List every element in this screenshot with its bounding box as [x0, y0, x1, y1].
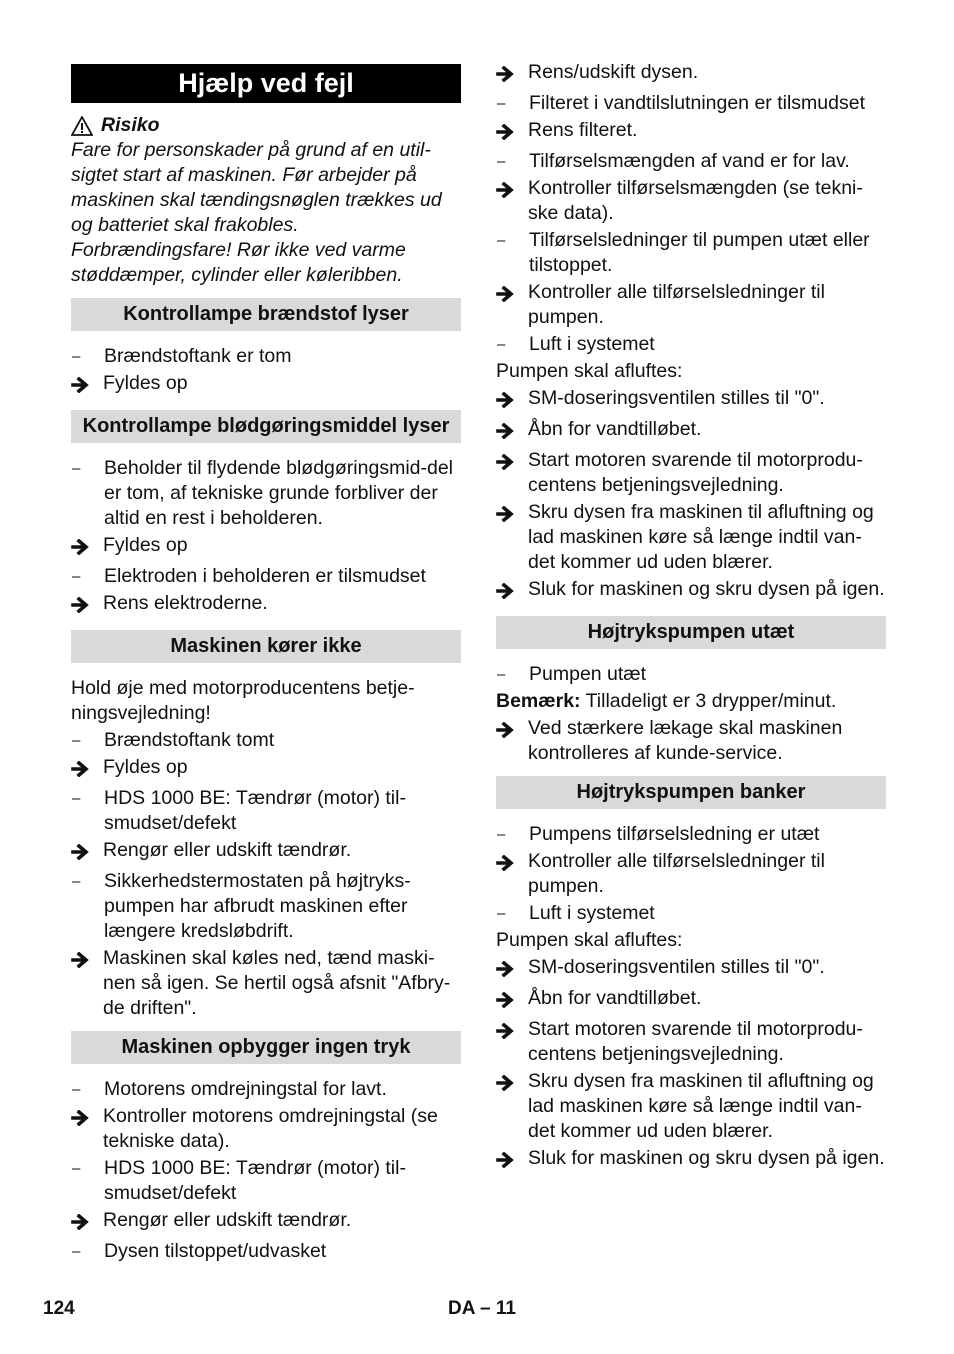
warning-line: Fare for personskader på grund af en util- — [71, 139, 431, 161]
warning-block — [71, 113, 461, 288]
action-item — [496, 176, 886, 226]
item-text: Åbn for vandtilløbet. — [528, 418, 702, 440]
item-text: Start motoren svarende til motorprodu-centens betjeningsvejledning. — [528, 1018, 863, 1065]
item-text: Rengør eller udskift tændrør. — [103, 1209, 352, 1231]
dash-bullet-icon: – — [497, 666, 506, 683]
item-text: HDS 1000 BE: Tændrør (motor) til-smudset/defekt — [104, 787, 406, 834]
arrow-right-icon — [496, 577, 528, 606]
item-text: Kontroller tilførselsmængden (se tekni-ske data). — [528, 177, 863, 224]
item-text: Tilførselsledninger til pumpen utæt eller tilstoppet. — [529, 229, 870, 276]
warning-line: sigtet start af maskinen. Før arbejder på — [71, 164, 417, 186]
arrow-right-icon — [496, 1017, 528, 1067]
action-item — [71, 591, 461, 620]
arrow-right-icon — [496, 417, 528, 446]
action-item — [496, 716, 886, 766]
action-item — [496, 1146, 886, 1175]
cause-item — [496, 662, 886, 687]
arrow-right-icon — [496, 500, 528, 575]
arrow-right-icon — [71, 1104, 103, 1154]
dash-bullet-icon: – — [72, 873, 81, 890]
warning-heading — [71, 113, 461, 138]
item-text: Pumpens tilførselsledning er utæt — [529, 823, 820, 845]
item-text: Rengør eller udskift tændrør. — [103, 839, 352, 861]
item-text: Åbn for vandtilløbet. — [528, 987, 702, 1009]
section-heading: Højtrykspumpen banker — [496, 776, 886, 809]
item-text: Fyldes op — [103, 534, 188, 556]
item-text: Rens filteret. — [528, 119, 638, 141]
action-item — [496, 1069, 886, 1144]
dash-bullet-icon: – — [72, 460, 81, 477]
cause-item — [496, 332, 886, 357]
section-heading: Kontrollampe blødgøringsmiddel lyser — [71, 410, 461, 443]
cause-item — [71, 564, 461, 589]
cause-item — [71, 786, 461, 836]
cause-item — [71, 869, 461, 944]
arrow-right-icon — [496, 176, 528, 226]
item-text: Skru dysen fra maskinen til afluftning og lad maskinen køre så længe indtil van-det kommer ud uden blærer. — [528, 501, 874, 573]
warning-line: Forbrændingsfare! Rør ikke ved varme — [71, 239, 406, 261]
section-heading: Maskinen opbygger ingen tryk — [71, 1031, 461, 1064]
item-text: Luft i systemet — [529, 902, 655, 924]
arrow-right-icon — [496, 386, 528, 415]
action-item — [496, 118, 886, 147]
item-text: Skru dysen fra maskinen til afluftning og lad maskinen køre så længe indtil van-det kommer ud uden blærer. — [528, 1070, 874, 1142]
dash-bullet-icon: – — [72, 790, 81, 807]
action-item — [71, 1104, 461, 1154]
action-item — [71, 755, 461, 784]
item-text: Fyldes op — [103, 756, 188, 778]
arrow-right-icon — [496, 1146, 528, 1175]
paragraph: Pumpen skal afluftes: — [496, 929, 683, 951]
action-item — [496, 448, 886, 498]
action-item — [496, 849, 886, 899]
arrow-right-icon — [496, 118, 528, 147]
dash-bullet-icon: – — [497, 95, 506, 112]
arrow-right-icon — [71, 755, 103, 784]
right-column — [496, 60, 886, 1177]
arrow-right-icon — [496, 280, 528, 330]
arrow-right-icon — [496, 955, 528, 984]
action-item — [496, 986, 886, 1015]
item-text: Filteret i vandtilslutningen er tilsmudset — [529, 92, 865, 114]
item-text: Dysen tilstoppet/udvasket — [104, 1240, 327, 1262]
note-text: Tilladeligt er 3 drypper/minut. — [580, 690, 837, 712]
arrow-right-icon — [496, 60, 528, 89]
dash-bullet-icon: – — [497, 153, 506, 170]
item-text: Brændstoftank tomt — [104, 729, 275, 751]
dash-bullet-icon: – — [72, 1243, 81, 1260]
item-text: Sluk for maskinen og skru dysen på igen. — [528, 1147, 885, 1169]
warning-triangle-icon — [71, 116, 93, 136]
arrow-right-icon — [496, 849, 528, 899]
action-item — [71, 838, 461, 867]
action-item — [496, 417, 886, 446]
warning-heading-label: Risiko — [101, 114, 160, 136]
action-item — [496, 386, 886, 415]
cause-item — [71, 456, 461, 531]
arrow-right-icon — [496, 1069, 528, 1144]
language-page-label: DA – 11 — [448, 1298, 516, 1319]
warning-line: maskinen skal tændingsnøglen trækkes ud — [71, 189, 442, 211]
arrow-right-icon — [496, 716, 528, 766]
cause-item — [496, 901, 886, 926]
action-item — [496, 500, 886, 575]
section-heading: Maskinen kører ikke — [71, 630, 461, 663]
dash-bullet-icon: – — [72, 732, 81, 749]
item-text: Brændstoftank er tom — [104, 345, 292, 367]
cause-item — [496, 149, 886, 174]
action-item — [71, 1208, 461, 1237]
dash-bullet-icon: – — [497, 905, 506, 922]
item-text: Beholder til flydende blødgøringsmid-del er tom, af tekniske grunde forbliver der altid en rest i beholderen. — [104, 457, 454, 529]
item-text: Tilførselsmængden af vand er for lav. — [529, 150, 850, 172]
item-text: Kontroller motorens omdrejningstal (se tekniske data). — [103, 1105, 438, 1152]
action-item — [496, 1017, 886, 1067]
cause-item — [496, 91, 886, 116]
right-intro-list — [496, 60, 886, 606]
action-item — [496, 280, 886, 330]
item-text: Sikkerhedstermostaten på højtryks-pumpen har afbrudt maskinen efter længere kredsløbdrift. — [104, 870, 411, 942]
item-text: Rens/udskift dysen. — [528, 61, 699, 83]
item-text: SM-doseringsventilen stilles til "0". — [528, 956, 825, 978]
action-item — [71, 371, 461, 400]
dash-bullet-icon: – — [72, 1160, 81, 1177]
cause-item — [496, 822, 886, 847]
arrow-right-icon — [71, 591, 103, 620]
dash-bullet-icon: – — [497, 336, 506, 353]
page-title: Hjælp ved fejl — [71, 64, 461, 103]
item-text: Fyldes op — [103, 372, 188, 394]
item-text: SM-doseringsventilen stilles til "0". — [528, 387, 825, 409]
note-label: Bemærk: — [496, 690, 581, 712]
cause-item — [71, 1156, 461, 1206]
arrow-right-icon — [71, 838, 103, 867]
item-text: Elektroden i beholderen er tilsmudset — [104, 565, 426, 587]
dash-bullet-icon: – — [497, 232, 506, 249]
item-text: Start motoren svarende til motorprodu-centens betjeningsvejledning. — [528, 449, 863, 496]
cause-item — [71, 1239, 461, 1264]
cause-item — [71, 344, 461, 369]
item-text: HDS 1000 BE: Tændrør (motor) til-smudset/defekt — [104, 1157, 406, 1204]
arrow-right-icon — [71, 946, 103, 1021]
cause-item — [71, 728, 461, 753]
paragraph: Hold øje med motorproducentens betje-ningsvejledning! — [71, 677, 415, 724]
page-number: 124 — [43, 1298, 75, 1319]
section-heading: Kontrollampe brændstof lyser — [71, 298, 461, 331]
dash-bullet-icon: – — [72, 348, 81, 365]
action-item — [496, 60, 886, 89]
dash-bullet-icon: – — [72, 1081, 81, 1098]
item-text: Kontroller alle tilførselsledninger til pumpen. — [528, 850, 825, 897]
item-text: Pumpen utæt — [529, 663, 647, 685]
right-sections — [496, 616, 886, 1175]
item-text: Rens elektroderne. — [103, 592, 268, 614]
arrow-right-icon — [71, 371, 103, 400]
arrow-right-icon — [71, 1208, 103, 1237]
dash-bullet-icon: – — [497, 826, 506, 843]
item-text: Maskinen skal køles ned, tænd maski-nen så igen. Se hertil også afsnit "Afbry-de driften". — [103, 947, 451, 1019]
arrow-right-icon — [496, 448, 528, 498]
arrow-right-icon — [496, 986, 528, 1015]
warning-line: støddæmper, cylinder eller køleribben. — [71, 264, 403, 286]
paragraph: Pumpen skal afluftes: — [496, 360, 683, 382]
item-text: Sluk for maskinen og skru dysen på igen. — [528, 578, 885, 600]
action-item — [71, 533, 461, 562]
item-text: Motorens omdrejningstal for lavt. — [104, 1078, 387, 1100]
action-item — [496, 577, 886, 606]
cause-item — [496, 228, 886, 278]
left-sections — [71, 298, 461, 1264]
cause-item — [71, 1077, 461, 1102]
arrow-right-icon — [71, 533, 103, 562]
left-column — [71, 60, 461, 1266]
item-text: Ved stærkere lækage skal maskinen kontrolleres af kunde-service. — [528, 717, 843, 764]
dash-bullet-icon: – — [72, 568, 81, 585]
action-item — [71, 946, 461, 1021]
section-heading: Højtrykspumpen utæt — [496, 616, 886, 649]
action-item — [496, 955, 886, 984]
item-text: Kontroller alle tilførselsledninger til pumpen. — [528, 281, 825, 328]
note — [496, 689, 886, 714]
item-text: Luft i systemet — [529, 333, 655, 355]
warning-line: og batteriet skal frakobles. — [71, 214, 299, 236]
